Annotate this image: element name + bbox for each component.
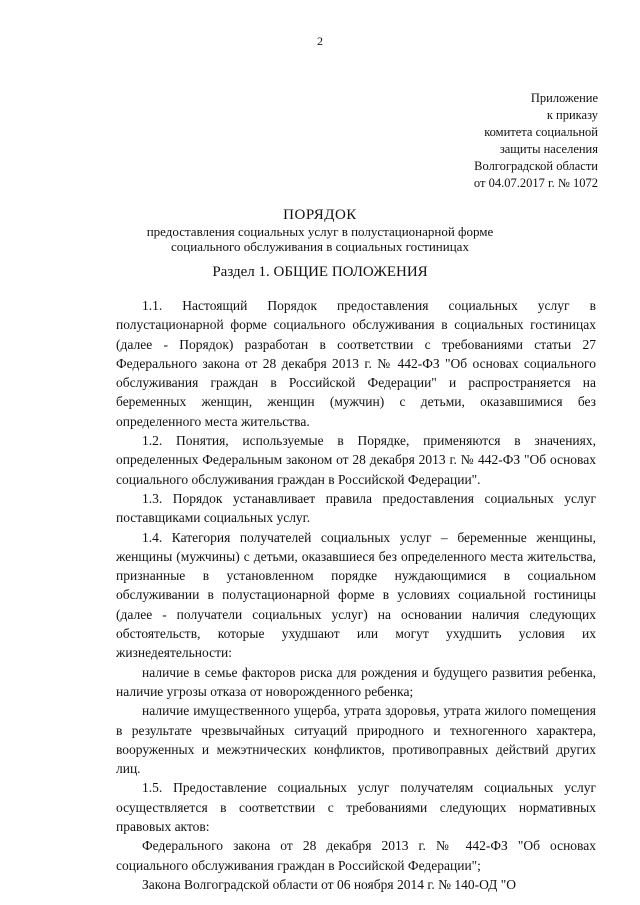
title-line: предоставления социальных услуг в полустационарной форме: [146, 224, 494, 239]
paragraph: 1.5. Предоставление социальных услуг получателям социальных услуг осуществляется в соответствии с требованиями следующих нормативных правовых актов:: [116, 780, 596, 835]
section-title: Раздел 1. ОБЩИЕ ПОЛОЖЕНИЯ: [212, 264, 428, 280]
appendix-line: Приложение: [530, 91, 598, 105]
paragraph: наличие в семье факторов риска для рождения и будущего развития ребенка, наличие угрозы отказа от новорожденного ребенка;: [116, 664, 596, 699]
title-main: ПОРЯДОК: [283, 207, 357, 223]
document-body: [116, 296, 596, 894]
appendix-line: защиты населения: [499, 142, 598, 156]
appendix-line: от 04.07.2017 г. № 1072: [473, 176, 598, 190]
paragraph: Федерального закона от 28 декабря 2013 г. № 442-ФЗ "Об основах социального обслуживания граждан в Российской Федерации";: [116, 838, 596, 873]
paragraph: Закона Волгоградской области от 06 ноября 2014 г. № 140-ОД "О: [142, 876, 517, 892]
title-line: социального обслуживания в социальных гостиницах: [171, 239, 469, 254]
document-title: [0, 206, 640, 254]
appendix-line: к приказу: [546, 108, 598, 122]
appendix-line: комитета социальной: [484, 125, 598, 139]
paragraph: 1.2. Понятия, используемые в Порядке, применяются в значениях, определенных Федеральным законом от 28 декабря 2013 г. № 442-ФЗ "Об основах социального обслуживания граждан в Российской Федерации".: [116, 433, 596, 487]
paragraph: наличие имущественного ущерба, утрата здоровья, утрата жилого помещения в результате чрезвычайных ситуаций природного и техногенного характера, вооруженных и межэтнических конфликтов, противоправных действий других лиц.: [116, 703, 596, 777]
paragraph: 1.4. Категория получателей социальных услуг – беременные женщины, женщины (мужчины) с детьми, оказавшиеся без определенного места жительства, признанные в установленном порядке нуждающимися в социальном обслуживании в полустационарной форме в условиях социальной гостиницы (далее - получатели социальных услуг) на основании наличия следующих обстоятельств, которые ухудшают или могут ухудшить условия их жизнедеятельности:: [116, 529, 596, 661]
paragraph: 1.3. Порядок устанавливает правила предоставления социальных услуг поставщиками социальных услуг.: [116, 490, 596, 526]
appendix-block: [474, 90, 598, 192]
paragraph: 1.1. Настоящий Порядок предоставления социальных услуг в полустационарной форме социального обслуживания в социальных гостиницах (далее - Порядок) разработан в соответствии с требованиями статьи 27 Федерального закона от 28 декабря 2013 г. № 442-ФЗ "Об основах социального обслуживания граждан в Российской Федерации" и распространяется на беременных женщин, женщин (мужчин) с детьми, оказавшимися без определенного места жительства.: [116, 298, 596, 429]
appendix-line: Волгоградской области: [474, 159, 598, 173]
page-number: 2: [317, 34, 323, 48]
